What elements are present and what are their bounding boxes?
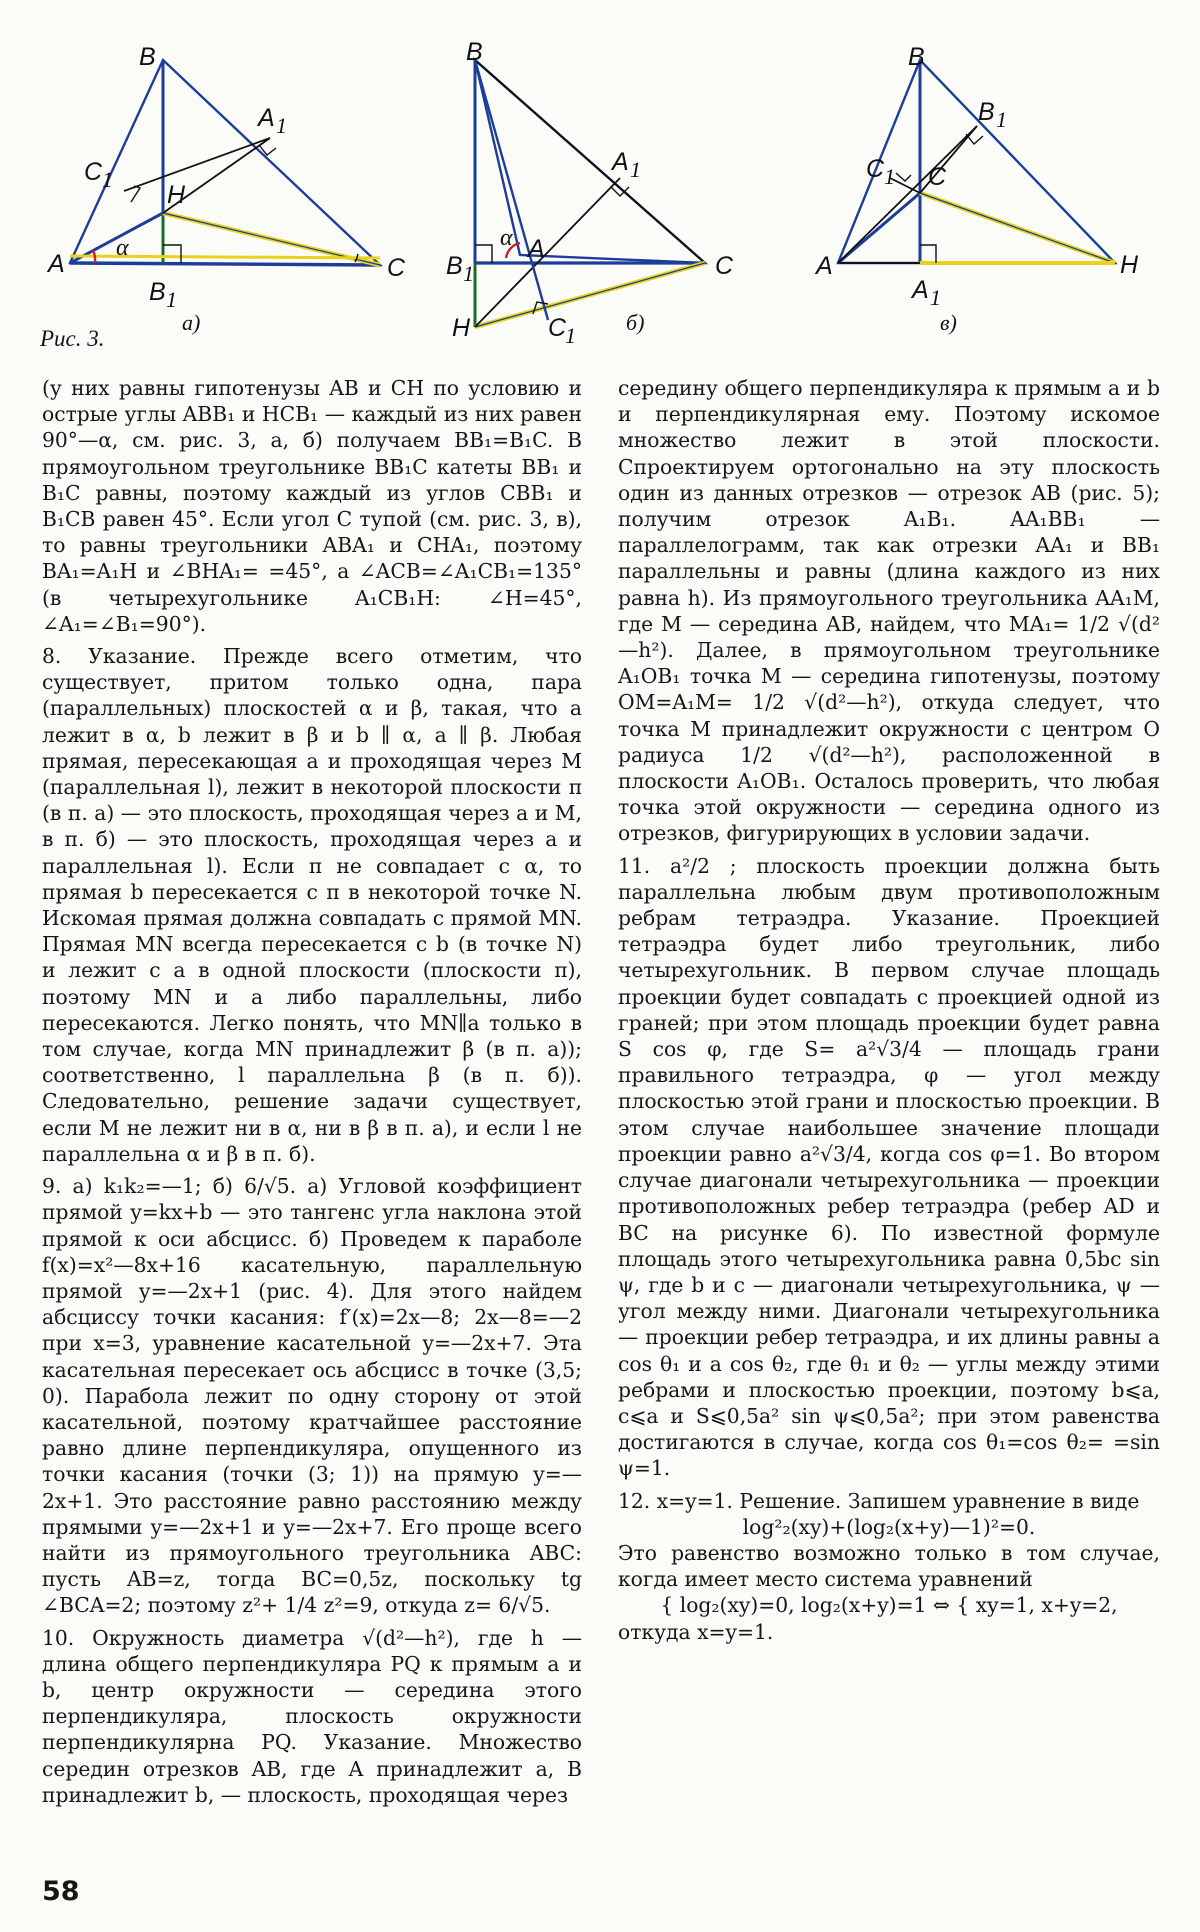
paragraph-12-text: Это равенство возможно только в том случае, когда имеет место система уравнений bbox=[618, 1540, 1160, 1592]
svg-text:а): а) bbox=[182, 310, 201, 335]
right-column bbox=[618, 375, 1160, 1645]
svg-text:C: C bbox=[84, 158, 103, 186]
equation-log: log²₂(xy)+(log₂(x+y)—1)²=0. bbox=[742, 1514, 1036, 1539]
svg-text:A: A bbox=[912, 276, 929, 304]
svg-text:B: B bbox=[446, 252, 463, 280]
paragraph-9: 9. а) k₁k₂=—1; б) 6/√5. а) Угловой коэффициент прямой y=kx+b — это тангенс угла наклона этой прямой к оси абсцисс. б) Проведем к параболе f(x)=x²—8x+16 касательную, параллельную прямой y=—2x+1 (рис. 4). Для этого найдем абсциссу точки касания: f′(x)=2x—8; 2x—8=—2 при x=3, уравнение касательной y=—2x+7. Эта касательная пересекает ось абсцисс в точке (3,5; 0). Парабола лежит по одну сторону от этой касательной, поэтому кратчайшее расстояние равно длине перпендикуляра, опущенного из точки касания (точки (3; 1)) на прямую y=—2x+1. Это расстояние равно расстоянию между прямыми y=—2x+1 и y=—2x+7. Его проще всего найти из прямоугольного треугольника ABC: пусть AB=z, тогда BC=0,5z, поскольку tg ∠BCA=2; поэтому z²+ 1/4 z²=9, откуда z= 6/√5. bbox=[42, 1174, 582, 1618]
svg-text:1: 1 bbox=[630, 157, 641, 182]
paragraph-7-end: (у них равны гипотенузы AB и CH по условию и острые углы ABB₁ и HCB₁ — каждый из них равен 90°—α, см. рис. 3, а, б) получаем BB₁=B₁C. В прямоугольном треугольнике BB₁C катеты BB₁ и B₁C равны, поэтому каждый из углов CBB₁ и B₁CB равен 45°. Если угол C тупой (см. рис. 3, в), то равны треугольники ABA₁ и CHA₁, поэтому BA₁=A₁H и ∠BHA₁= =45°, а ∠ACB=∠A₁CB₁=135° (в четырехугольнике A₁CB₁H: ∠H=45°, ∠A₁=∠B₁=90°). bbox=[42, 376, 582, 636]
equation-system: { log₂(xy)=0, log₂(x+y)=1 ⇔ { xy=1, x+y=2, bbox=[660, 1593, 1118, 1618]
svg-text:в): в) bbox=[940, 310, 957, 335]
svg-text:1: 1 bbox=[996, 107, 1007, 132]
svg-text:C: C bbox=[866, 155, 885, 183]
figure-a bbox=[40, 30, 420, 360]
svg-text:1: 1 bbox=[565, 323, 576, 348]
paragraph-12-answer: откуда x=y=1. bbox=[618, 1619, 774, 1644]
svg-text:1: 1 bbox=[166, 287, 177, 312]
svg-text:б): б) bbox=[626, 310, 645, 335]
svg-text:1: 1 bbox=[930, 285, 941, 310]
altitude-bc1 bbox=[475, 60, 548, 320]
svg-text:H: H bbox=[167, 181, 186, 209]
svg-text:α: α bbox=[116, 235, 129, 261]
page-number: 58 bbox=[42, 1876, 80, 1907]
svg-text:C: C bbox=[715, 252, 734, 280]
altitude-cc1 bbox=[124, 138, 270, 191]
svg-text:B: B bbox=[908, 43, 925, 71]
figure-caption: Рис. 3. bbox=[40, 326, 105, 351]
svg-text:A: A bbox=[258, 104, 275, 132]
side-ac bbox=[70, 263, 380, 265]
svg-text:1: 1 bbox=[884, 164, 895, 189]
figure-b bbox=[440, 30, 770, 360]
paragraph-10: 10. Окружность диаметра √(d²—h²), где h — длина общего перпендикуляра PQ к прямым a и b, центр окружности — середина этого перпендикуляра, плоскость окружности перпендикулярна PQ. Указание. Множество середин отрезков AB, где A принадлежит a, B принадлежит b, — плоскость, проходящая через bbox=[42, 1625, 582, 1807]
segment-ac bbox=[838, 193, 920, 263]
paragraph-10-end: середину общего перпендикуляра к прямым a и b и перпендикулярная ему. Поэтому искомое множество лежит в этой плоскости. Спроектируем ортогонально на эту плоскость один из данных отрезков — отрезок AB (рис. 5); получим отрезок A₁B₁. AA₁BB₁ — параллелограмм, так как отрезки AA₁ и BB₁ параллельны и равны (длина каждого из них равна h). Из прямоугольного треугольника AA₁M, где M — середина AB, найдем, что MA₁= 1/2 √(d²—h²). Далее, в прямоугольном треугольнике A₁OB₁ точка M — середина гипотенузы, поэтому OM=A₁M= 1/2 √(d²—h²), откуда следует, что точка M принадлежит окружности с центром O радиуса 1/2 √(d²—h²), расположенной в плоскости A₁OB₁. Осталось проверить, что любая точка этой окружности — середина одного из отрезков, фигурирующих в условии задачи. bbox=[618, 376, 1160, 846]
left-column bbox=[42, 375, 582, 1808]
svg-text:B: B bbox=[139, 43, 156, 71]
svg-text:B: B bbox=[466, 38, 483, 66]
svg-text:A: A bbox=[48, 250, 65, 278]
svg-text:A: A bbox=[528, 235, 545, 263]
svg-text:C: C bbox=[387, 254, 406, 282]
svg-text:H: H bbox=[1120, 251, 1139, 279]
svg-text:1: 1 bbox=[463, 261, 474, 286]
paragraph-8: 8. Указание. Прежде всего отметим, что существует, притом только одна, пара (параллельных) плоскостей α и β, такая, что a лежит в α, b лежит в β и b ∥ α, a ∥ β. Любая прямая, пересекающая a и проходящая через M (параллельная l), лежит в некоторой плоскости π (в п. а) — это плоскость, проходящая через a и M, в п. б) — это плоскость, проходящая через a и параллельная l). Если π не совпадает с α, то прямая b пересекается с π в некоторой точке N. Искомая прямая должна совпадать с прямой MN. Прямая MN всегда пересекается с b (в точке N) и лежит с a в одной плоскости (плоскости π), поэтому MN и a либо параллельны, либо пересекаются. Легко понять, что MN∥a только в том случае, когда MN принадлежит β (в п. а)); соответственно, l параллельна β (в п. б)). Следовательно, решение задачи существует, если M не лежит ни в α, ни в β в п. а), и если l не параллельна α и β в п. б). bbox=[42, 644, 582, 1166]
figure-c bbox=[800, 30, 1170, 360]
svg-text:A: A bbox=[612, 148, 629, 176]
svg-text:H: H bbox=[452, 314, 471, 342]
svg-text:1: 1 bbox=[276, 113, 287, 138]
svg-text:B: B bbox=[149, 278, 166, 306]
svg-text:C: C bbox=[548, 314, 567, 342]
paragraph-12: 12. x=y=1. Решение. Запишем уравнение в виде bbox=[618, 1488, 1140, 1513]
svg-text:1: 1 bbox=[102, 167, 113, 192]
svg-text:B: B bbox=[978, 98, 995, 126]
svg-text:A: A bbox=[816, 252, 833, 280]
svg-text:α: α bbox=[500, 225, 513, 251]
paragraph-11: 11. a²/2 ; плоскость проекции должна быть параллельна любым двум противоположным ребрам тетраэдра. Указание. Проекцией тетраэдра будет либо треугольник, либо четырехугольник. В первом случае площадь проекции будет совпадать с проекцией одной из граней; при этом площадь проекции будет равна S cos φ, где S= a²√3/4 — площадь грани правильного тетраэдра, φ — угол между плоскостью этой грани и плоскостью проекции. В этом случае наибольшее значение площади проекции равно a²√3/4, когда cos φ=1. Во втором случае диагонали четырехугольника — проекции противоположных ребер тетраэдра (ребер AD и BC на рисунке 6). По известной формуле площадь этого четырехугольника равна 0,5bc sin ψ, где b и c — диагонали четырехугольника, ψ — угол между ними. Диагонали четырехугольника — проекции ребер тетраэдра, и их длины равны a cos θ₁ и a cos θ₂, где θ₁ и θ₂ — углы между этими ребрами и плоскостью проекции, поэтому b⩽a, c⩽a и S⩽0,5a² sin ψ⩽0,5a²; при этом равенства достигаются в случае, когда cos θ₁=cos θ₂= =sin ψ=1. bbox=[618, 853, 1160, 1481]
altitude-ab1 bbox=[838, 126, 977, 263]
svg-text:C: C bbox=[928, 163, 947, 191]
